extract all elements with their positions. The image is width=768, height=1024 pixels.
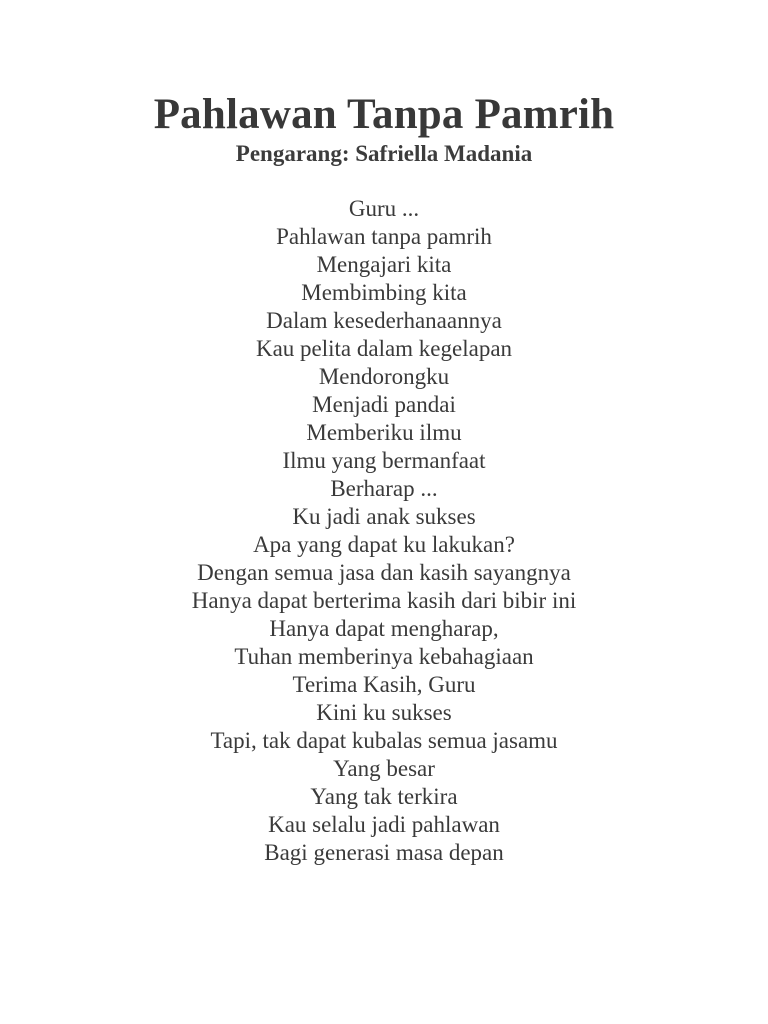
poem-line: Kau pelita dalam kegelapan [255,336,513,361]
poem-line: Tuhan memberinya kebahagiaan [234,644,534,669]
poem-line: Membimbing kita [301,280,467,305]
poem-line: Pahlawan tanpa pamrih [276,224,492,249]
poem-line: Kau selalu jadi pahlawan [268,812,500,837]
poem-line: Berharap ... [330,476,438,501]
poem-line: Mengajari kita [316,252,452,277]
poem-line: Menjadi pandai [312,392,456,417]
poem-line: Dengan semua jasa dan kasih sayangnya [197,560,571,585]
poem-line: Dalam kesederhanaannya [266,308,502,333]
poem-line: Ilmu yang bermanfaat [282,448,486,473]
poem-line: Tapi, tak dapat kubalas semua jasamu [210,728,558,753]
poem-line: Ku jadi anak sukses [292,504,476,529]
poem-author: Pengarang: Safriella Madania [235,141,533,166]
poem-line: Memberiku ilmu [306,420,462,445]
poem-line: Hanya dapat berterima kasih dari bibir ini [191,588,577,613]
poem-line: Mendorongku [318,364,450,389]
poem-body [0,195,768,867]
poem-title: Pahlawan Tanpa Pamrih [153,91,615,138]
poem-line: Guru ... [348,196,420,221]
poem-line: Yang besar [333,756,435,781]
poem-line: Hanya dapat mengharap, [269,616,499,641]
poem-line: Apa yang dapat ku lakukan? [253,532,515,557]
poem-line: Bagi generasi masa depan [264,840,504,865]
poem-line: Kini ku sukses [316,700,452,725]
poem-line: Terima Kasih, Guru [292,672,476,697]
poem-line: Yang tak terkira [310,784,458,809]
